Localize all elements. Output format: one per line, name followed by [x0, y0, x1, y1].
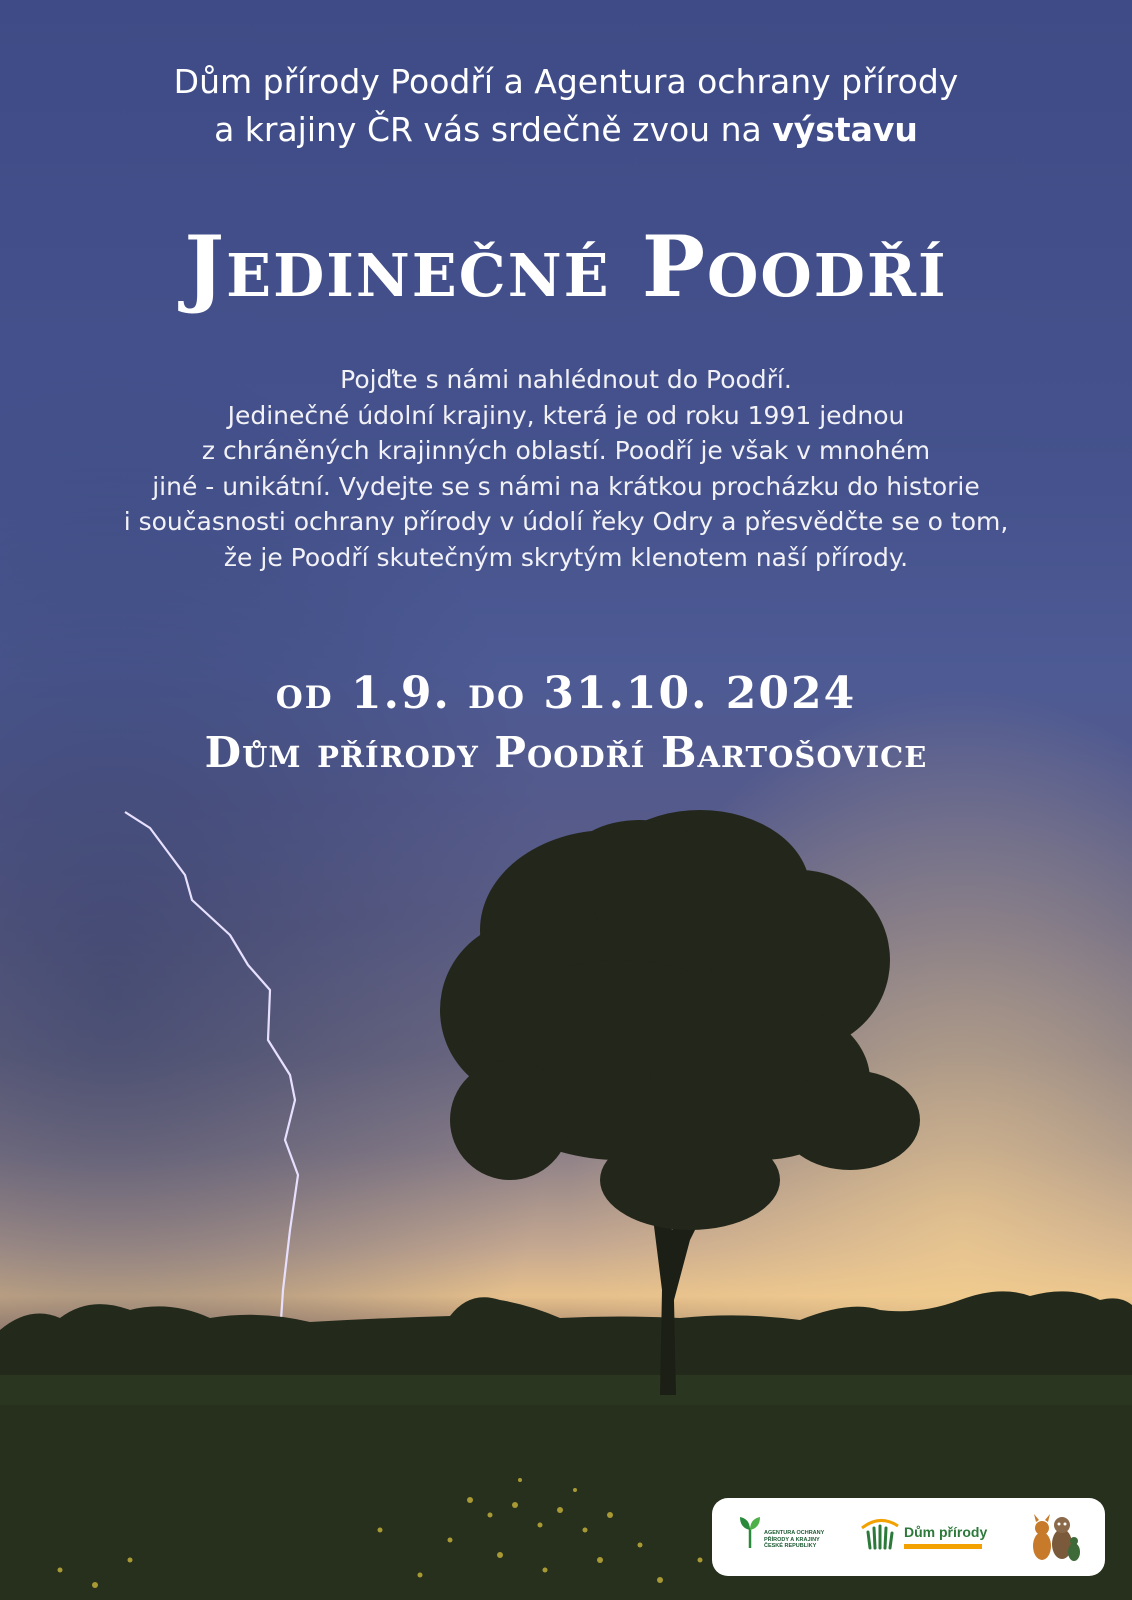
exhibition-dates: od 1.9. do 31.10. 2024 — [275, 668, 857, 719]
intro-highlight: výstavu — [772, 110, 918, 149]
animal-figures-icon — [1024, 1508, 1084, 1566]
logo-orange-bar — [904, 1544, 982, 1549]
intro-line-1: Dům přírody Poodří a Agentura ochrany přírody — [173, 62, 959, 101]
intro-line-2-text: a krajiny ČR vás srdečně zvou na — [214, 110, 773, 149]
description-line: že je Poodří skutečným skrytým klenotem naší přírody. — [223, 542, 909, 572]
intro-line-2 — [0, 106, 1132, 154]
aopk-logo — [738, 1512, 838, 1562]
poster-title: Jedinečné Poodří — [184, 217, 948, 316]
exhibition-venue: Dům přírody Poodří Bartošovice — [204, 728, 928, 777]
aopk-line: ČESKÉ REPUBLIKY — [764, 1543, 817, 1549]
description-line: jiné - unikátní. Vydejte se s námi na krátkou procházku do historie — [152, 471, 980, 501]
logo-bar — [712, 1498, 1105, 1576]
leaf-icon — [738, 1514, 762, 1548]
description-line: i současnosti ochrany přírody v údolí řeky Odry a přesvědčte se o tom, — [123, 507, 1009, 536]
hand-icon — [858, 1514, 902, 1554]
description-line: z chráněných krajinných oblastí. Poodří je však v mnohém — [201, 436, 931, 465]
animals-logo — [1024, 1508, 1084, 1570]
dum-prirody-logo — [858, 1514, 988, 1560]
intro-text — [0, 58, 1132, 154]
description-line: Jedinečné údolní krajiny, která je od roku 1991 jednou — [227, 400, 905, 430]
aopk-line: AGENTURA OCHRANY — [764, 1530, 825, 1536]
description-line: Pojďte s námi nahlédnout do Poodří. — [340, 365, 792, 394]
dum-prirody-logo-text: Dům přírody — [904, 1524, 988, 1540]
aopk-line: PŘÍRODY A KRAJINY — [764, 1536, 820, 1543]
aopk-logo-text — [764, 1530, 844, 1550]
description — [0, 362, 1132, 575]
